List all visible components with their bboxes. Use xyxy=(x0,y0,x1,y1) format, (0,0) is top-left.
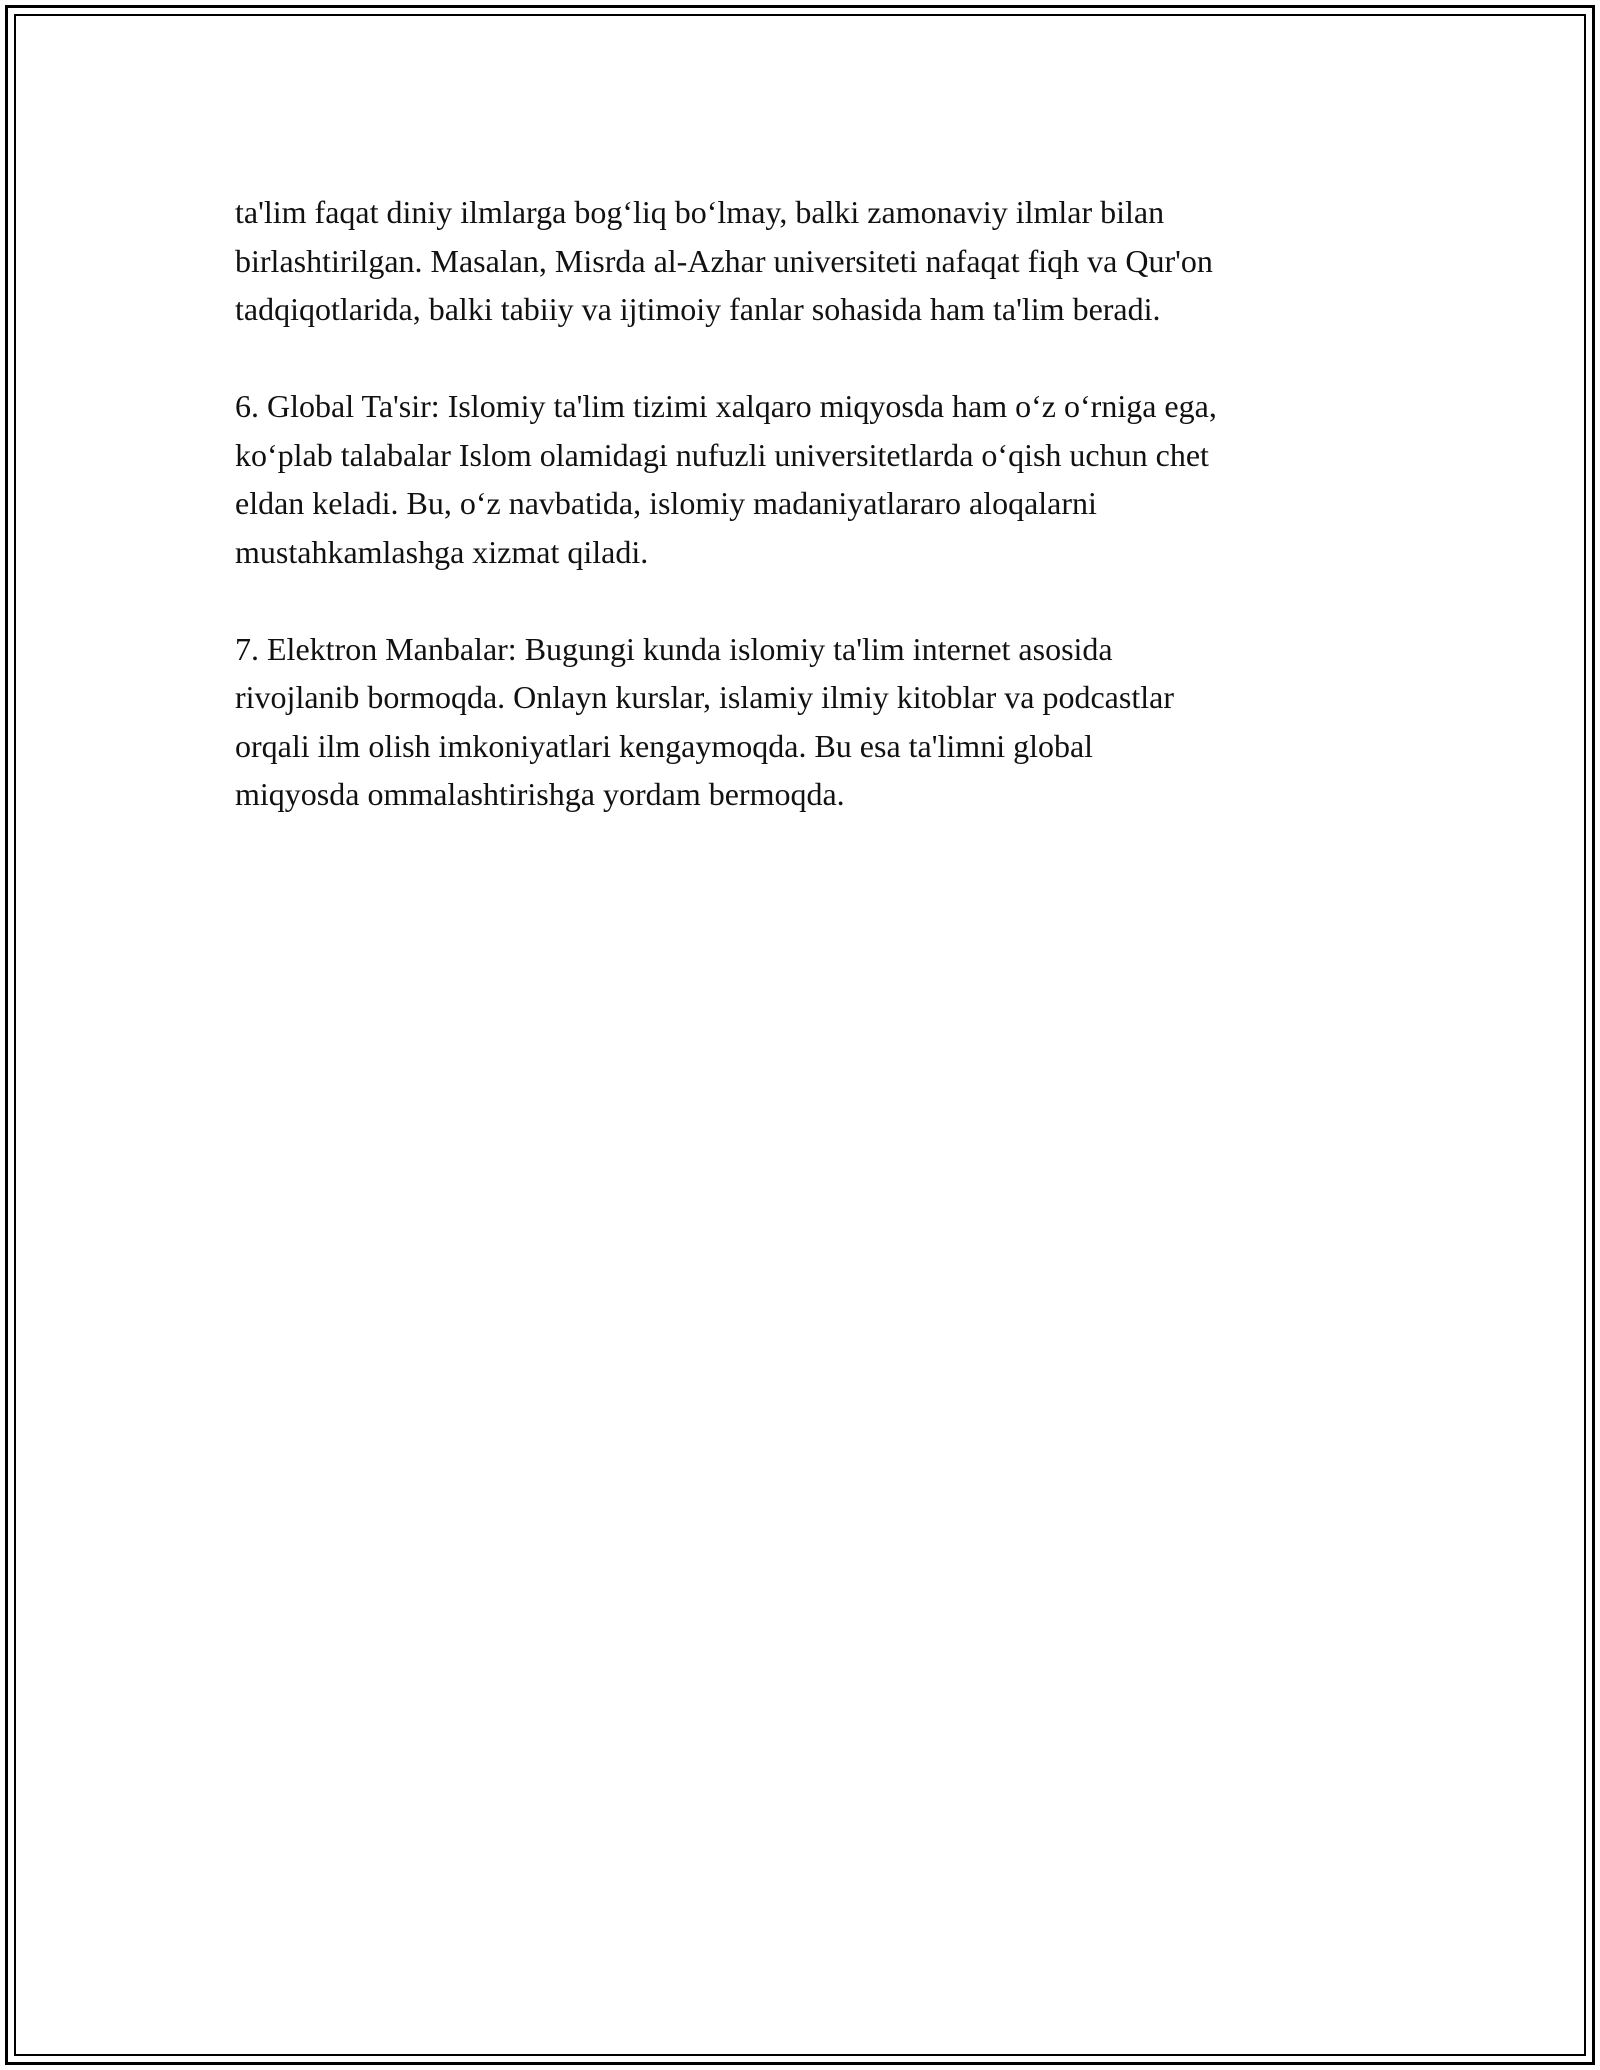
paragraph-elektron-manbalar xyxy=(235,625,1415,819)
text-line: miqyosda ommalashtirishga yordam bermoqda. xyxy=(235,776,845,812)
paragraph-global-tasir xyxy=(235,382,1415,576)
text-line: rivojlanib bormoqda. Onlayn kurslar, islamiy ilmiy kitoblar va podcastlar xyxy=(235,679,1174,715)
document-body xyxy=(235,188,1415,867)
text-line: ta'lim faqat diniy ilmlarga bog‘liq bo‘lmay, balki zamonaviy ilmlar bilan xyxy=(235,194,1165,230)
text-line: tadqiqotlarida, balki tabiiy va ijtimoiy fanlar sohasida ham ta'lim beradi. xyxy=(235,291,1161,327)
text-line: ko‘plab talabalar Islom olamidagi nufuzli universitetlarda o‘qish uchun chet xyxy=(235,436,1209,473)
paragraph-continuation xyxy=(235,188,1415,334)
text-line: 7. Elektron Manbalar: Bugungi kunda islomiy ta'lim internet asosida xyxy=(235,630,1113,667)
text-line: 6. Global Ta'sir: Islomiy ta'lim tizimi xalqaro miqyosda ham o‘z o‘rniga ega, xyxy=(235,388,1217,424)
text-line: mustahkamlashga xizmat qiladi. xyxy=(235,533,649,570)
text-line: orqali ilm olish imkoniyatlari kengaymoqda. Bu esa ta'limni global xyxy=(235,727,1094,764)
text-line: eldan keladi. Bu, o‘z navbatida, islomiy madaniyatlararo aloqalarni xyxy=(235,485,1097,521)
text-line: birlashtirilgan. Masalan, Misrda al-Azhar universiteti nafaqat fiqh va Qur'on xyxy=(235,242,1213,279)
